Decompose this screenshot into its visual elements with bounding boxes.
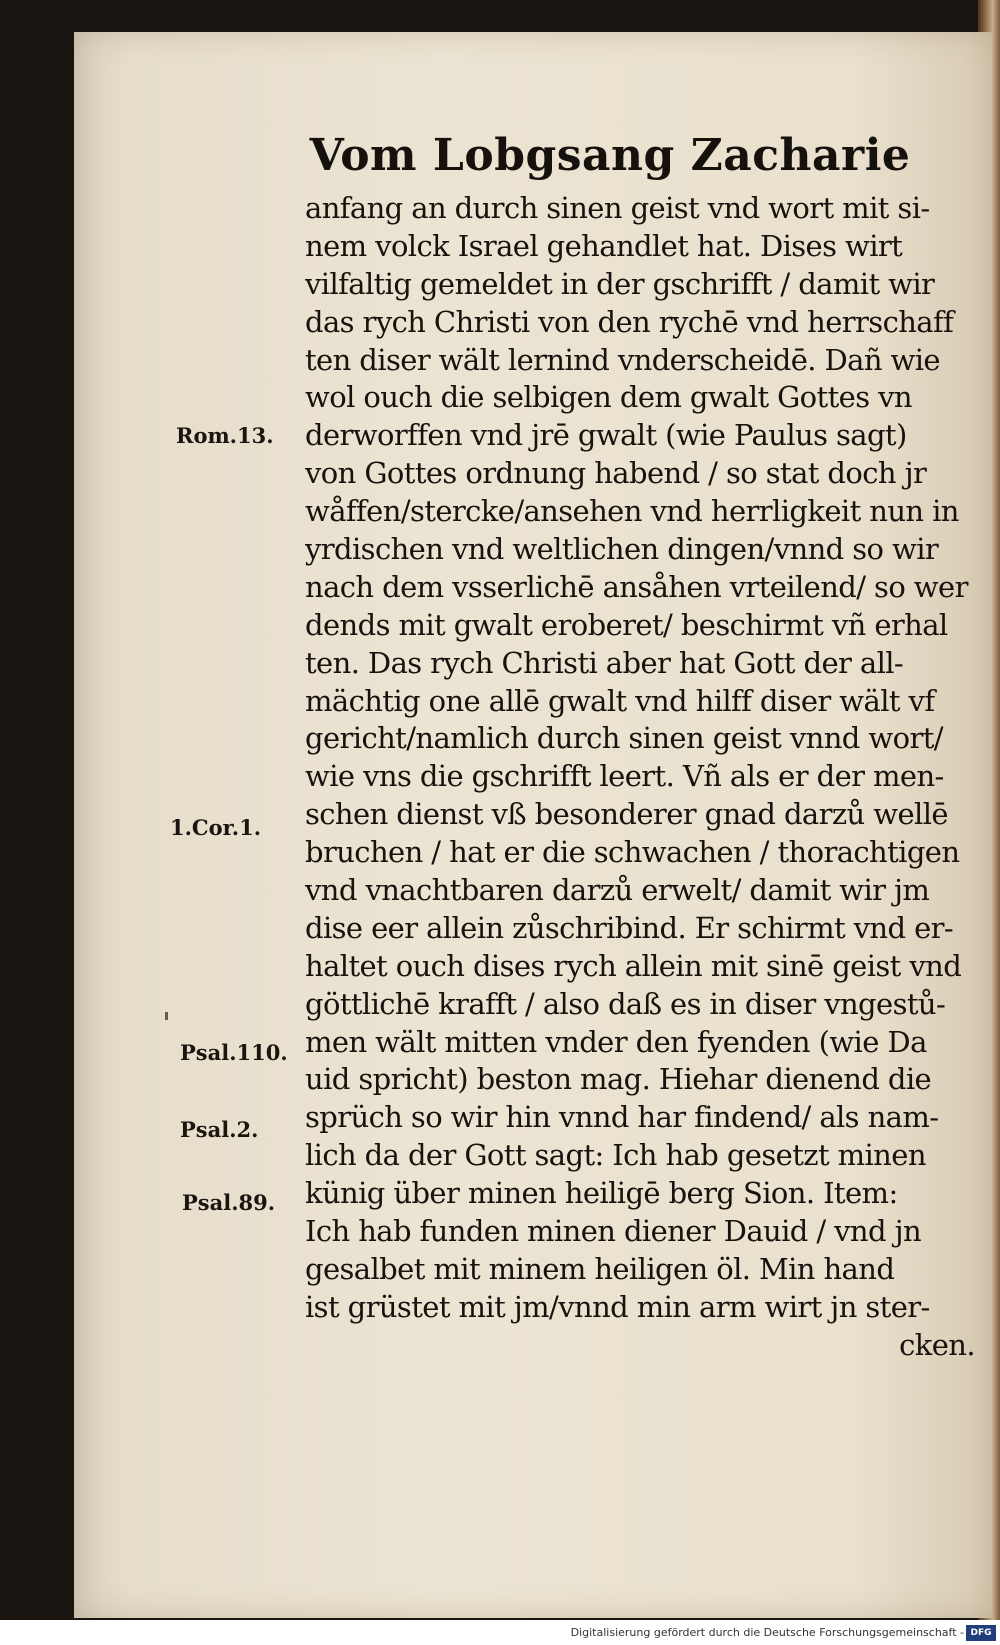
dfg-logo: DFG (966, 1625, 996, 1641)
catchword-line: cken. (899, 1327, 975, 1362)
text-line: nach dem vsserlichē ansåhen vrteilend/ so wer (305, 569, 968, 604)
text-line: dends mit gwalt eroberet/ beschirmt vñ erhal (305, 607, 948, 642)
text-line: ist grüstet mit jm/vnnd min arm wirt jn ster- (305, 1289, 930, 1324)
text-line: ten diser wält lernind vnderscheidē. Dañ wie (305, 342, 940, 377)
text-line: wol ouch die selbigen dem gwalt Gottes vn (305, 380, 912, 415)
text-line: dise eer allein zůschribind. Er schirmt vnd er- (305, 910, 954, 945)
text-line: Ich hab funden minen diener Dauid / vnd jn (305, 1214, 922, 1249)
text-line: yrdischen vnd weltlichen dingen/vnnd so wir (305, 532, 939, 567)
text-line: von Gottes ordnung habend / so stat doch jr (305, 456, 927, 491)
text-line: sprüch so wir hin vnnd har findend/ als nam- (305, 1100, 939, 1135)
marginal-note-rom: Rom.13. (176, 423, 274, 448)
text-line: das rych Christi von den rychē vnd herrschaff (305, 304, 954, 339)
text-line: anfang an durch sinen geist vnd wort mit si- (305, 191, 930, 225)
text-line: wåffen/stercke/ansehen vnd herrligkeit nun in (305, 494, 959, 529)
text-line: haltet ouch dises rych allein mit sinē geist vnd (305, 948, 962, 983)
text-line: schen dienst vß besonderer gnad darzů wellē (305, 797, 948, 832)
text-line: derworffen vnd jrē gwalt (wie Paulus sagt) (305, 418, 907, 453)
ink-speck (165, 1012, 168, 1020)
marginal-note-psal-89: Psal.89. (182, 1190, 276, 1215)
running-head: Vom Lobgsang Zacharie (309, 130, 911, 181)
text-line: wie vns die gschrifft leert. Vñ als er der men- (305, 759, 944, 794)
text-line: vnd vnachtbaren darzů erwelt/ damit wir jm (305, 873, 930, 908)
text-line: göttlichē krafft / also daß es in diser vngestů- (305, 986, 946, 1021)
text-line: men wält mitten vnder den fyenden (wie Da (305, 1024, 927, 1059)
marginal-note-cor: 1.Cor.1. (170, 815, 262, 840)
text-block (305, 190, 985, 1365)
text-line: ten. Das rych Christi aber hat Gott der all- (305, 645, 904, 680)
marginal-note-psal-2: Psal.2. (180, 1117, 259, 1142)
text-line: gericht/namlich durch sinen geist vnnd wort/ (305, 721, 943, 756)
digitization-footer (0, 1620, 1000, 1645)
text-line: lich da der Gott sagt: Ich hab gesetzt minen (305, 1138, 926, 1173)
text-line: gesalbet mit minem heiligen öl. Min hand (305, 1251, 895, 1286)
text-line: mächtig one allē gwalt vnd hilff diser wält vf (305, 683, 935, 718)
marginal-note-psal-110: Psal.110. (180, 1040, 288, 1065)
text-line: nem volck Israel gehandlet hat. Dises wirt (305, 228, 903, 263)
text-line: uid spricht) beston mag. Hiehar dienend die (305, 1062, 932, 1097)
footer-credit-text: Digitalisierung gefördert durch die Deutsche Forschungsgemeinschaft - (570, 1626, 964, 1639)
text-line: künig über minen heiligē berg Sion. Item: (305, 1176, 898, 1211)
text-line: bruchen / hat er die schwachen / thorachtigen (305, 835, 960, 870)
text-line: vilfaltig gemeldet in der gschrifft / damit wir (305, 266, 935, 301)
